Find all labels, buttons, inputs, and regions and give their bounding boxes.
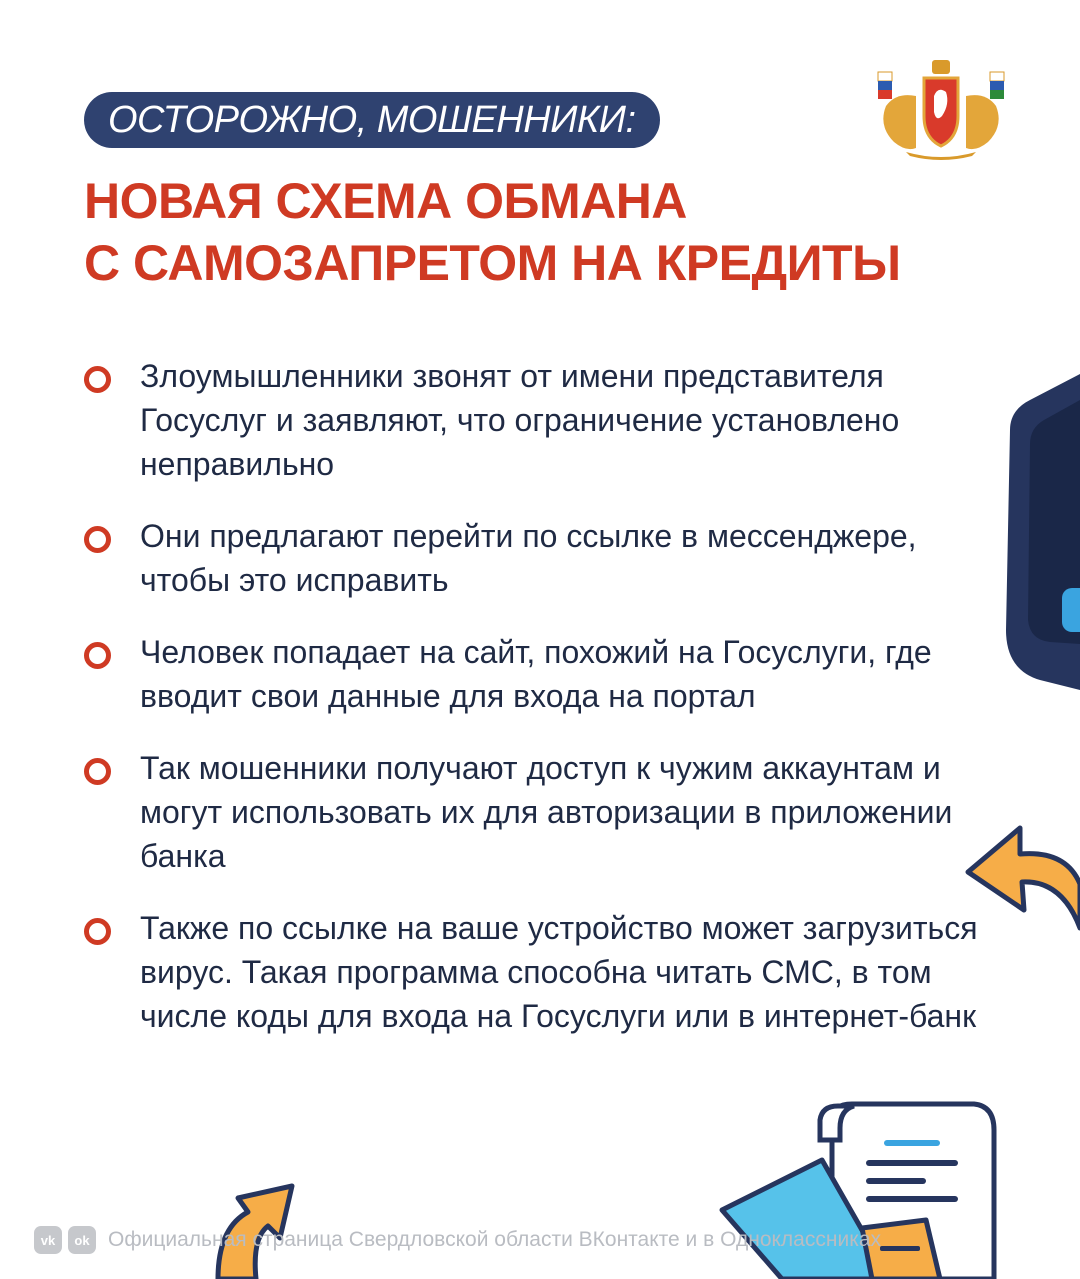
footer-text: Официальная страница Свердловской области ВКонтакте и в Одноклассниках <box>108 1228 882 1251</box>
list-item-text: Они предлагают перейти по ссылке в мессенджере, чтобы это исправить <box>140 518 917 598</box>
curved-arrow-up-icon <box>196 1164 296 1279</box>
footer <box>34 1224 881 1256</box>
page-title <box>84 170 901 294</box>
circle-bullet-icon <box>84 526 111 553</box>
list-item-text: Так мошенники получают доступ к чужим аккаунтам и могут использовать их для авторизации в приложении банка <box>140 750 953 874</box>
list-item-text: Человек попадает на сайт, похожий на Госуслуги, где вводит свои данные для входа на портал <box>140 634 932 714</box>
header-tag: ОСТОРОЖНО, МОШЕННИКИ: <box>84 92 660 148</box>
fraud-steps-list <box>84 354 984 1066</box>
list-item-text: Злоумышленники звонят от имени представителя Госуслуг и заявляют, что ограничение установлено неправильно <box>140 358 900 482</box>
phone-icon <box>1000 370 1080 690</box>
list-item-text: Также по ссылке на ваше устройство может загрузиться вирус. Такая программа способна читать СМС, в том числе коды для входа на Госуслуги или в интернет-банк <box>140 910 978 1034</box>
circle-bullet-icon <box>84 366 111 393</box>
curved-arrow-icon <box>962 820 1080 940</box>
list-item <box>84 630 984 718</box>
vk-icon[interactable]: vk <box>34 1226 62 1254</box>
list-item <box>84 906 984 1038</box>
list-item <box>84 746 984 878</box>
circle-bullet-icon <box>84 642 111 669</box>
headline-line-2: С САМОЗАПРЕТОМ НА КРЕДИТЫ <box>84 235 901 291</box>
ok-icon[interactable]: ok <box>68 1226 96 1254</box>
circle-bullet-icon <box>84 918 111 945</box>
circle-bullet-icon <box>84 758 111 785</box>
headline-line-1: НОВАЯ СХЕМА ОБМАНА <box>84 173 687 229</box>
list-item <box>84 514 984 602</box>
coat-of-arms-icon <box>876 56 1006 162</box>
list-item <box>84 354 984 486</box>
